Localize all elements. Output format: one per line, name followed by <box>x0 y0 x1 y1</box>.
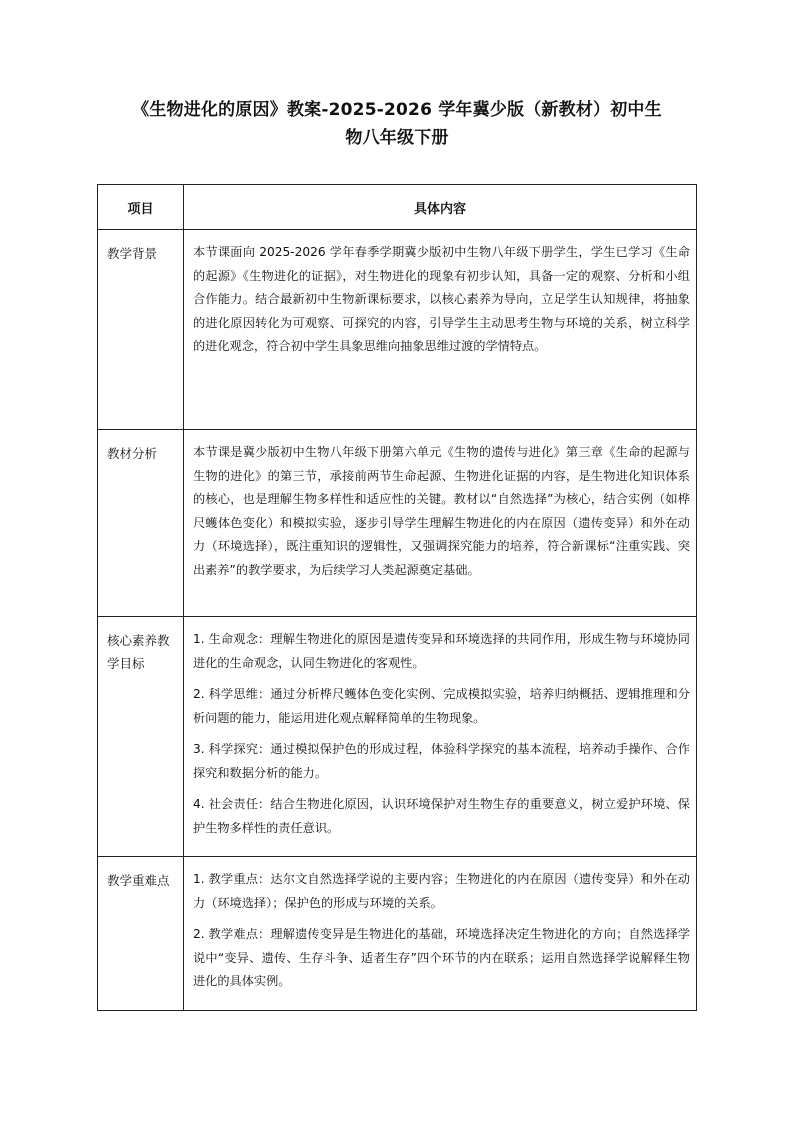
row-content <box>184 230 697 430</box>
row-content <box>184 617 697 857</box>
content-paragraph: 1. 教学重点：达尔文自然选择学说的主要内容；生物进化的内在原因（遗传变异）和外在动力（环境选择）；保护色的形成与环境的关系。 <box>193 872 690 910</box>
row-label: 教材分析 <box>98 430 184 617</box>
header-item: 项目 <box>98 185 184 230</box>
content-paragraph: 3. 科学探究：通过模拟保护色的形成过程，体验科学探究的基本流程，培养动手操作、合作探究和数据分析的能力。 <box>193 742 690 780</box>
document-title <box>96 96 698 152</box>
content-paragraph: 本节课面向 2025-2026 学年春季学期冀少版初中生物八年级下册学生，学生已学习《生命的起源》《生物进化的证据》，对生物进化的现象有初步认知，具备一定的观察、分析和小组合作能力。结合最新初中生物新课标要求，以核心素养为导向，立足学生认知规律，将抽象的进化原因转化为可观察、可探究的内容，引导学生主动思考生物与环境的关系，树立科学的进化观念，符合初中学生具象思维向抽象思维过渡的学情特点。 <box>193 245 690 353</box>
table-row <box>98 230 697 430</box>
content-paragraph: 2. 科学思维：通过分析桦尺蠖体色变化实例、完成模拟实验，培养归纳概括、逻辑推理和分析问题的能力，能运用进化观点解释简单的生物现象。 <box>193 687 690 725</box>
title-line-2: 物八年级下册 <box>345 128 449 148</box>
table-header-row <box>98 185 697 230</box>
row-content <box>184 430 697 617</box>
lesson-plan-table <box>97 184 697 1011</box>
header-content: 具体内容 <box>184 185 697 230</box>
title-line-1: 《生物进化的原因》教案-2025-2026 学年冀少版（新教材）初中生 <box>132 100 662 120</box>
content-paragraph: 4. 社会责任：结合生物进化原因，认识环境保护对生物生存的重要意义，树立爱护环境、保护生物多样性的责任意识。 <box>193 797 690 835</box>
table-row <box>98 430 697 617</box>
content-paragraph: 本节课是冀少版初中生物八年级下册第六单元《生物的遗传与进化》第三章《生命的起源与生物的进化》的第三节，承接前两节生命起源、生物进化证据的内容，是生物进化知识体系的核心，也是理解生物多样性和适应性的关键。教材以“自然选择”为核心，结合实例（如桦尺蠖体色变化）和模拟实验，逐步引导学生理解生物进化的内在原因（遗传变异）和外在动力（环境选择），既注重知识的逻辑性，又强调探究能力的培养，符合新课标“注重实践、突出素养”的教学要求，为后续学习人类起源奠定基础。 <box>193 445 690 577</box>
content-paragraph: 2. 教学难点：理解遗传变异是生物进化的基础，环境选择决定生物进化的方向；自然选择学说中“变异、遗传、生存斗争、适者生存”四个环节的内在联系；运用自然选择学说解释生物进化的具体实例。 <box>193 927 690 988</box>
row-content <box>184 857 697 1011</box>
row-label: 教学重难点 <box>98 857 184 1011</box>
row-label: 教学背景 <box>98 230 184 430</box>
table-row <box>98 857 697 1011</box>
table-row <box>98 617 697 857</box>
row-label: 核心素养教学目标 <box>98 617 184 857</box>
content-paragraph: 1. 生命观念：理解生物进化的原因是遗传变异和环境选择的共同作用，形成生物与环境协同进化的生命观念，认同生物进化的客观性。 <box>193 632 690 670</box>
